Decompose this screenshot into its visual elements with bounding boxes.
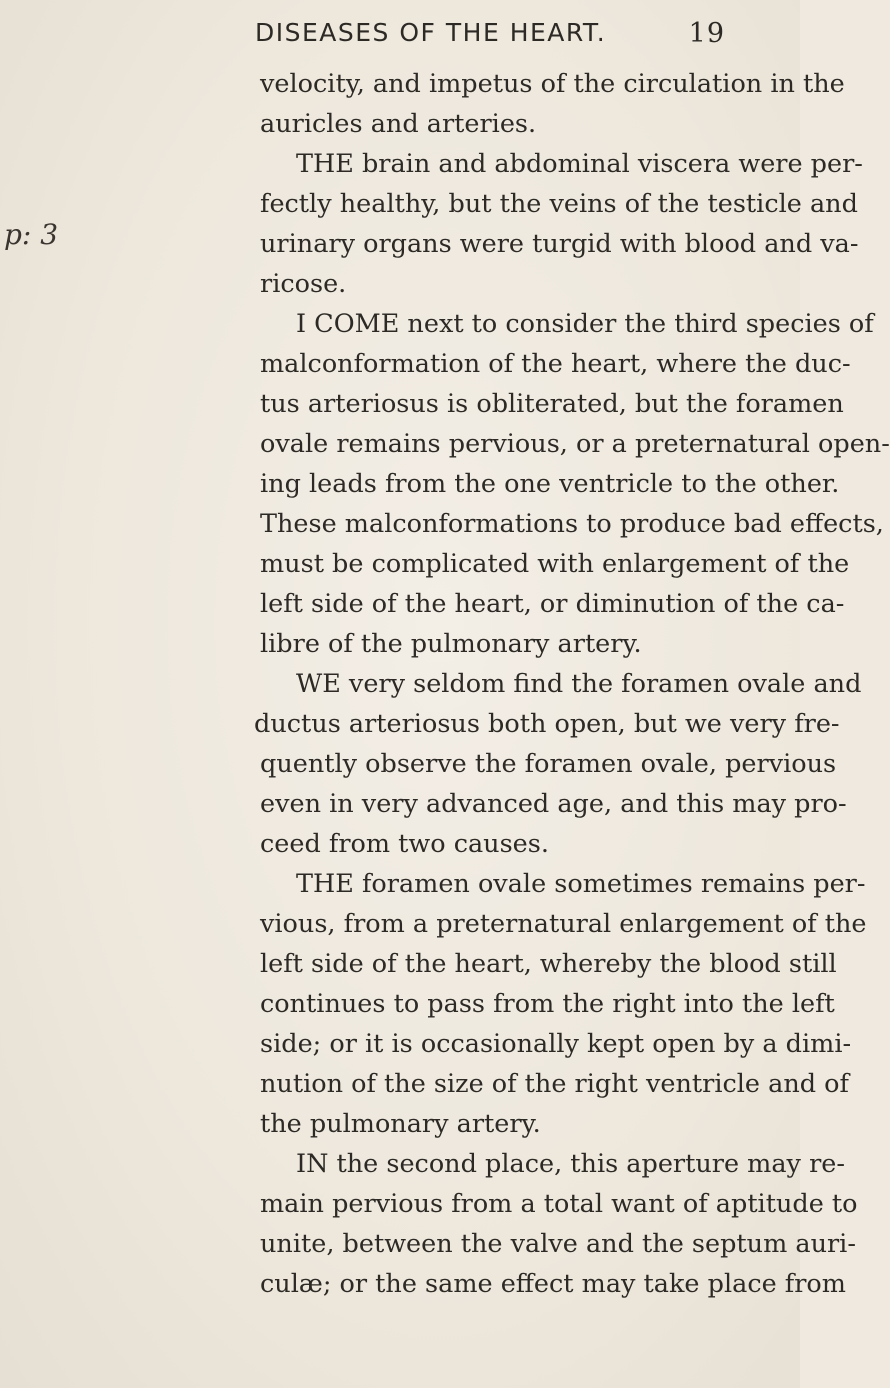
text-line: These malconformations to produce bad effects, xyxy=(260,509,884,539)
text-line: main pervious from a total want of aptitude to xyxy=(260,1189,858,1219)
text-line: unite, between the valve and the septum auri- xyxy=(260,1229,856,1259)
text-line: tus arteriosus is obliterated, but the foramen xyxy=(260,389,844,419)
text-line: culæ; or the same effect may take place from xyxy=(260,1269,846,1299)
page-header xyxy=(255,16,725,56)
text-line: WE very seldom find the foramen ovale and xyxy=(296,669,862,699)
text-line: velocity, and impetus of the circulation in the xyxy=(260,69,845,99)
running-head: DISEASES OF THE HEART. xyxy=(255,18,607,47)
text-line: ricose. xyxy=(260,269,347,299)
text-line: nution of the size of the right ventricle and of xyxy=(260,1069,849,1099)
text-line: ceed from two causes. xyxy=(260,829,549,859)
text-line: auricles and arteries. xyxy=(260,109,537,139)
text-line: vious, from a preternatural enlargement of the xyxy=(260,909,867,939)
text-line: left side of the heart, or diminution of the ca- xyxy=(260,589,845,619)
text-line: the pulmonary artery. xyxy=(260,1109,541,1139)
text-line: ductus arteriosus both open, but we very fre- xyxy=(254,709,840,739)
text-line: fectly healthy, but the veins of the testicle and xyxy=(260,189,858,219)
text-line: IN the second place, this aperture may re- xyxy=(296,1149,845,1179)
text-line: continues to pass from the right into the left xyxy=(260,989,835,1019)
text-line: ing leads from the one ventricle to the other. xyxy=(260,469,840,499)
text-line: malconformation of the heart, where the duc- xyxy=(260,349,851,379)
body-text xyxy=(254,64,890,1304)
text-line: must be complicated with enlargement of the xyxy=(260,549,850,579)
text-line: THE brain and abdominal viscera were per- xyxy=(296,149,863,179)
text-line: left side of the heart, whereby the blood still xyxy=(260,949,837,979)
text-line: side; or it is occasionally kept open by a dimi- xyxy=(260,1029,852,1059)
text-line: I COME next to consider the third species of xyxy=(296,309,874,339)
page-number: 19 xyxy=(688,18,725,49)
margin-annotation: p: 3 xyxy=(4,218,59,251)
text-line: THE foramen ovale sometimes remains per- xyxy=(296,869,866,899)
text-line: quently observe the foramen ovale, pervious xyxy=(260,749,837,779)
text-line: ovale remains pervious, or a preternatural open- xyxy=(260,429,890,459)
text-line: urinary organs were turgid with blood and va- xyxy=(260,229,859,259)
text-line: libre of the pulmonary artery. xyxy=(260,629,642,659)
text-line: even in very advanced age, and this may pro- xyxy=(260,789,847,819)
